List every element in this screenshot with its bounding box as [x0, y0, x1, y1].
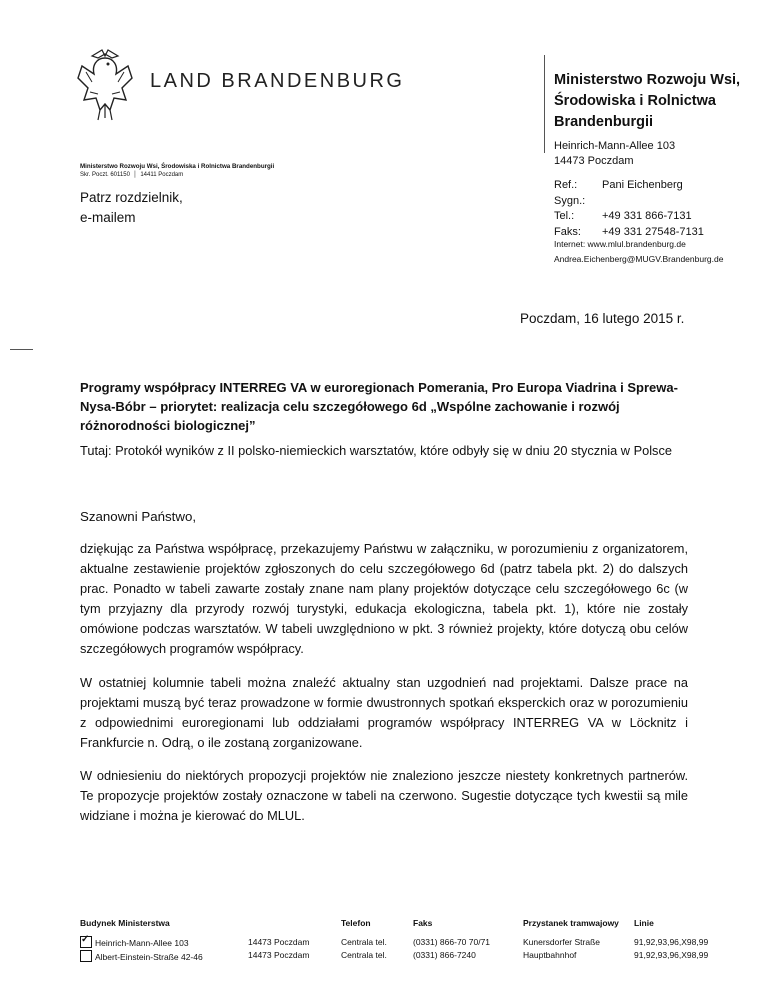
- ministry-name: Ministerstwo Rozwoju Wsi, Środowiska i Rolnictwa Brandenburgii: [554, 72, 741, 130]
- body-paragraph-2: W ostatniej kolumnie tabeli można znaleźć aktualny stan uzgodnień nad projektami. Dalsze prace na projektami muszą być teraz prowadzone w formie dwustronnych spotkań eksperckich oraz w porozumieniu z odpowiednimi euroregionami lub oddziałami programów współpracy INTERREG VA w Löcknitz i Frankfurcie n. Odrą, o ile zostaną zorganizowane.: [80, 675, 688, 750]
- email-link[interactable]: Andrea.Eichenberg@MUGV.Brandenburg.de: [554, 254, 724, 264]
- empty-box-icon: [80, 950, 92, 962]
- footer-building-header: Budynek Ministerstwa: [80, 918, 170, 928]
- footer-lines-header: Linie: [634, 918, 654, 928]
- footer-fax-header: Faks: [413, 918, 433, 928]
- footer-building-col: ✓Heinrich-Mann-Allee 103 Albert-Einstein-Straße 42-46: [80, 936, 203, 964]
- fold-mark: [10, 349, 33, 350]
- footer-city-col: 14473 Poczdam 14473 Poczdam: [248, 937, 310, 960]
- salutation: Szanowni Państwo,: [80, 509, 197, 524]
- sender-line: Ministerstwo Rozwoju Wsi, Środowiska i Rolnictwa Brandenburgii: [80, 163, 275, 170]
- contact-web: [554, 237, 723, 267]
- footer-tram-header: Przystanek tramwajowy: [523, 918, 619, 928]
- footer-lines-col: 91,92,93,96,X98,99 91,92,93,96,X98,99: [634, 937, 709, 960]
- recipient: Patrz rozdzielnik, e-mailem: [80, 190, 183, 225]
- body-paragraph-3: W odniesieniu do niektórych propozycji projektów nie znaleziono jeszcze niestety konkretnych partnerów. Te propozycje projektów zostały oznaczone w tabeli na czerwono. Sugestie dotyczące tych kwestii są mile widziane i można je kierować do MLUL.: [80, 768, 688, 823]
- sender-postbox: Skr. Poczt. 601150 │ 14411 Poczdam: [80, 172, 184, 178]
- subject: Programy współpracy INTERREG VA w euroregionach Pomerania, Pro Europa Viadrina i Sprewa- Nysa-Bóbr – priorytet: realizacja celu szczegółowego 6d „Wspólne zachowanie i rozwój różnorodności biologicznej”: [80, 380, 678, 433]
- checked-box-icon: [80, 936, 92, 948]
- regarding-line: Tutaj: Protokół wyników z II polsko-niemieckich warsztatów, które odbyły się w dniu 20 stycznia w Polsce: [80, 443, 672, 458]
- body-paragraph-1: dziękując za Państwa współpracę, przekazujemy Państwu w załączniku, w porozumieniu z organizatorem, aktualne zestawienie projektów zgłoszonych do celu szczegółowego 6d (patrz tabela pkt. 2) do dalszych prac. Ponadto w tabeli zawarte zostały znane nam plany projektów dotyczące celu szczegółowego 6c (w tym przyjazny dla przyrody rozwój turystyki, edukacja ekologiczna, tabela pkt. 1), które nie zostały omówione podczas warsztatów. W tabeli uwzględniono w pkt. 3 również projekty, które dotyczą obu celów szczegółowych programów współpracy.: [80, 541, 688, 656]
- ministry-address: Heinrich-Mann-Allee 103 14473 Poczdam: [554, 140, 676, 167]
- reference-block: Ref.: Pani Eichenberg Sygn.: Tel.: +49 331 866-7131 Faks: +49 331 27548-7131: [554, 179, 704, 238]
- brandenburg-eagle-icon: [72, 48, 138, 122]
- footer-phone-col: Centrala tel. Centrala tel.: [341, 937, 387, 960]
- header-divider: [544, 55, 545, 153]
- land-title: LAND BRANDENBURG: [150, 70, 405, 92]
- footer-tram-col: Kunersdorfer Straße Hauptbahnhof: [523, 937, 601, 960]
- footer-phone-header: Telefon: [341, 918, 371, 928]
- footer-fax-col: (0331) 866-70 70/71 (0331) 866-7240: [413, 937, 491, 960]
- website-link[interactable]: Internet: www.mlul.brandenburg.de: [554, 239, 686, 249]
- letter-date: Poczdam, 16 lutego 2015 r.: [520, 311, 685, 326]
